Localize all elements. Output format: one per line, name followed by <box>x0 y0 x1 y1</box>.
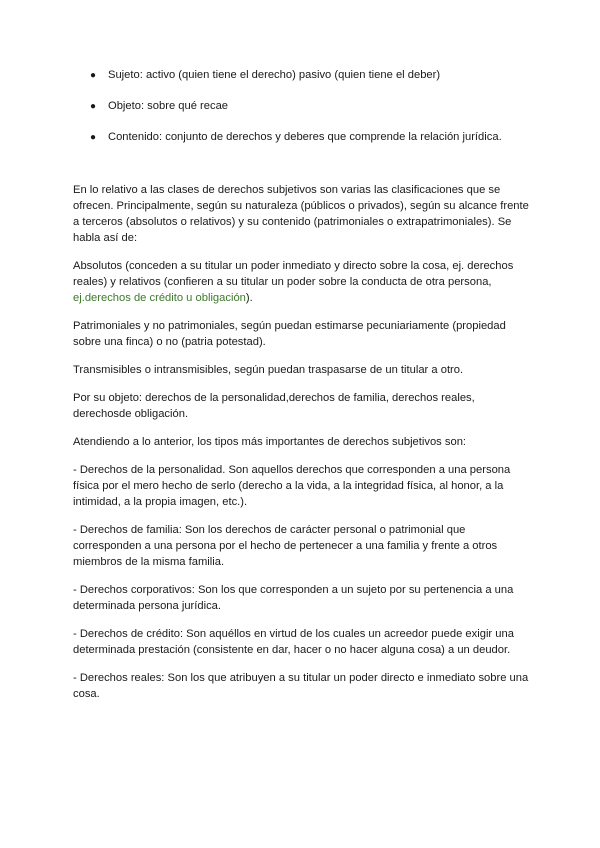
bullet-icon: ● <box>90 70 97 81</box>
bullet-text: Objeto: sobre qué recae <box>108 100 229 112</box>
paragraph-atendiendo: Atendiendo a lo anterior, los tipos más importantes de derechos subjetivos son: <box>73 436 467 448</box>
bullet-text: Contenido: conjunto de derechos y deberes que comprende la relación jurídica. <box>108 131 502 143</box>
paragraph-objeto: Por su objeto: derechos de la personalidad,derechos de familia, derechos reales, derechosde obligación. <box>73 392 475 420</box>
paragraph-patrimoniales: Patrimoniales y no patrimoniales, según puedan estimarse pecuniariamente (propiedad sobre una finca) o no (patria potestad). <box>73 320 506 348</box>
example-link: ej.derechos de crédito u obligación <box>73 292 246 304</box>
paragraph-transmisibles: Transmisibles o intransmisibles, según puedan traspasarse de un titular a otro. <box>73 364 464 376</box>
list-item <box>90 99 560 114</box>
paragraph-personalidad: - Derechos de la personalidad. Son aquellos derechos que corresponden a una persona física por el mero hecho de serlo (derecho a la vida, a la integridad física, al honor, a la intimidad, a la propia imagen, etc.). <box>73 464 511 508</box>
list-item <box>90 130 560 145</box>
paragraph-intro: En lo relativo a las clases de derechos subjetivos son varias las clasificaciones que se ofrecen. Principalmente, según su naturaleza (públicos o privados), según su alcance frente a terceros (absolutos o relativos) y su contenido (patrimoniales o extrapatrimoniales). Se habla así de: <box>73 184 529 244</box>
paragraph-absolutos: Absolutos (conceden a su titular un poder inmediato y directo sobre la cosa, ej. derechos reales) y relativos (confieren a su titular un poder sobre la conducta de otra persona, ej.derechos de crédito u obligación). <box>73 260 514 304</box>
bullet-list <box>90 68 560 161</box>
paragraph-credito: - Derechos de crédito: Son aquéllos en virtud de los cuales un acreedor puede exigir una determinada prestación (consistente en dar, hacer o no hacer alguna cosa) a un deudor. <box>73 628 514 656</box>
list-item <box>90 68 560 83</box>
paragraph-reales: - Derechos reales: Son los que atribuyen a su titular un poder directo e inmediato sobre una cosa. <box>73 672 529 700</box>
bullet-icon: ● <box>90 101 97 112</box>
paragraph-familia: - Derechos de familia: Son los derechos de carácter personal o patrimonial que corresponden a una persona por el hecho de pertenecer a una familia y frente a otros miembros de la misma familia. <box>73 524 498 568</box>
paragraph-corporativos: - Derechos corporativos: Son los que corresponden a un sujeto por su pertenencia a una determinada persona jurídica. <box>73 584 514 612</box>
bullet-icon: ● <box>90 132 97 143</box>
bullet-text: Sujeto: activo (quien tiene el derecho) pasivo (quien tiene el deber) <box>108 69 441 81</box>
body-text <box>73 182 533 714</box>
